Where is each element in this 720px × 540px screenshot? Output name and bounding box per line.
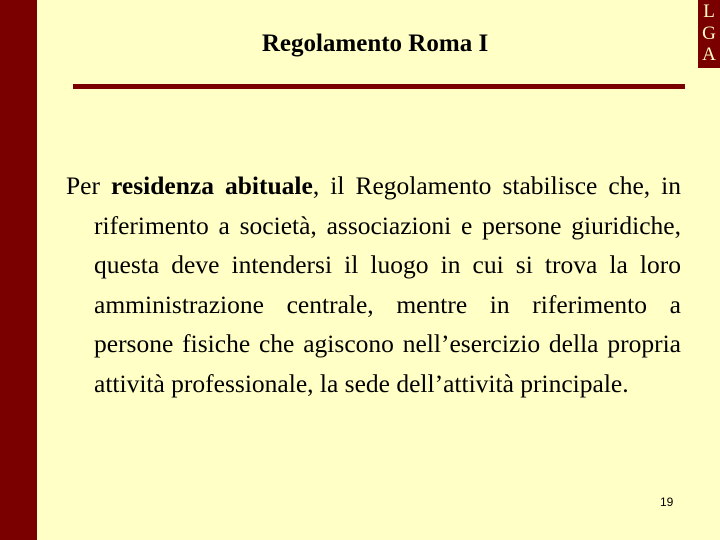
logo-letter-l: L xyxy=(703,1,715,22)
slide-body-paragraph xyxy=(66,166,681,404)
slide-page-number: 19 xyxy=(660,495,674,509)
body-lead-text: Per xyxy=(66,171,112,200)
left-accent-bar xyxy=(0,0,37,540)
slide-title: Regolamento Roma I xyxy=(261,30,489,57)
body-rest-text: , il Regolamento stabilisce che, in riferimento a società, associazioni e persone giuridiche, questa deve intendersi il luogo in cui si trova la loro amministrazione centrale, mentre in riferimento a persone fisiche che agiscono nell’esercizio della propria attività professionale, la sede dell’attività principale. xyxy=(94,171,681,398)
body-emphasis-text: residenza abituale xyxy=(111,171,313,200)
logo-letter-g: G xyxy=(702,22,716,44)
logo-letter-a: A xyxy=(702,44,716,65)
title-underline xyxy=(73,84,685,89)
